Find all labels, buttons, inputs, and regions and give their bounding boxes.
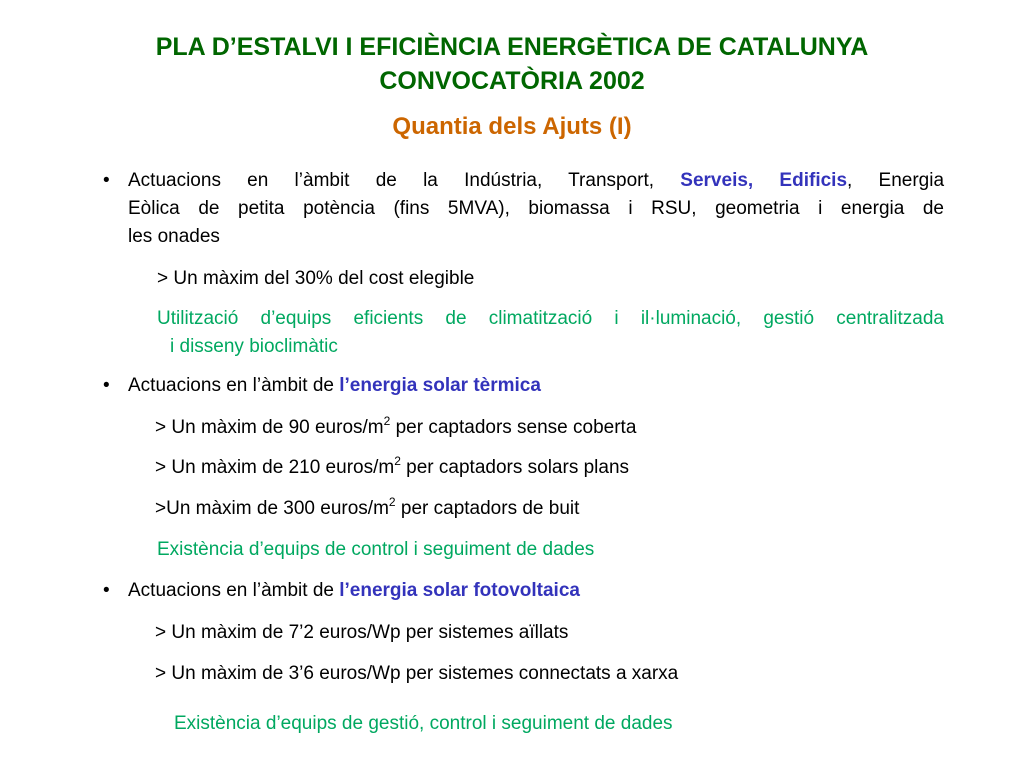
section2-intro (128, 372, 541, 400)
section2-sub2-text-b: per captadors solars plans (406, 457, 630, 478)
section2-highlight: l’energia solar tèrmica (339, 375, 541, 396)
bullet-2: • (103, 375, 110, 396)
slide-title-line2: CONVOCATÒRIA 2002 (379, 67, 645, 95)
bullet-3: • (103, 580, 110, 601)
section2-sub1 (155, 414, 636, 442)
section2-sub1-text-a: > Un màxim de 90 euros/m (155, 417, 384, 438)
section1-note-line1: Utilització d’equips eficients de climatització i il·luminació, gestió centralitzada (157, 308, 944, 329)
slide-title-line1: PLA D’ESTALVI I EFICIÈNCIA ENERGÈTICA DE CATALUNYA (155, 33, 869, 61)
superscript-2: 2 (383, 414, 391, 428)
section1-line3: les onades (128, 226, 220, 247)
section1-note-line2: i disseny bioclimàtic (170, 336, 338, 357)
section3-intro-text: Actuacions en l’àmbit de (128, 580, 334, 601)
section1-line1 (128, 167, 944, 195)
section3-highlight: l’energia solar fotovoltaica (339, 580, 580, 601)
section2-sub2-text-a: > Un màxim de 210 euros/m (155, 457, 395, 478)
section2-sub3 (155, 495, 579, 523)
section1-sub1: > Un màxim del 30% del cost elegible (157, 268, 475, 289)
bullet-1: • (103, 170, 110, 191)
section1-line1-highlight: Serveis, Edificis (680, 170, 848, 191)
section2-sub2 (155, 454, 629, 482)
section3-sub1: > Un màxim de 7’2 euros/Wp per sistemes aïllats (155, 622, 569, 643)
section3-intro (128, 577, 580, 605)
section2-sub3-text-b: per captadors de buit (400, 498, 580, 519)
section1-line2: Eòlica de petita potència (fins 5MVA), biomassa i RSU, geometria i energia de (128, 198, 944, 219)
section1-line1-text-c: , Energia (847, 170, 945, 191)
section3-note: Existència d’equips de gestió, control i seguiment de dades (174, 713, 673, 734)
section2-note: Existència d’equips de control i seguiment de dades (157, 539, 595, 560)
slide-subtitle: Quantia dels Ajuts (I) (392, 113, 632, 140)
superscript-2: 2 (388, 495, 396, 509)
section3-sub2: > Un màxim de 3’6 euros/Wp per sistemes connectats a xarxa (155, 663, 679, 684)
superscript-2: 2 (394, 454, 401, 468)
section2-intro-text: Actuacions en l’àmbit de (128, 375, 334, 396)
section2-sub1-text-b: per captadors sense coberta (395, 417, 637, 438)
section1-line1-text-a: Actuacions en l’àmbit de la Indústria, Transport, (128, 170, 655, 191)
section2-sub3-text-a: >Un màxim de 300 euros/m (155, 498, 389, 519)
